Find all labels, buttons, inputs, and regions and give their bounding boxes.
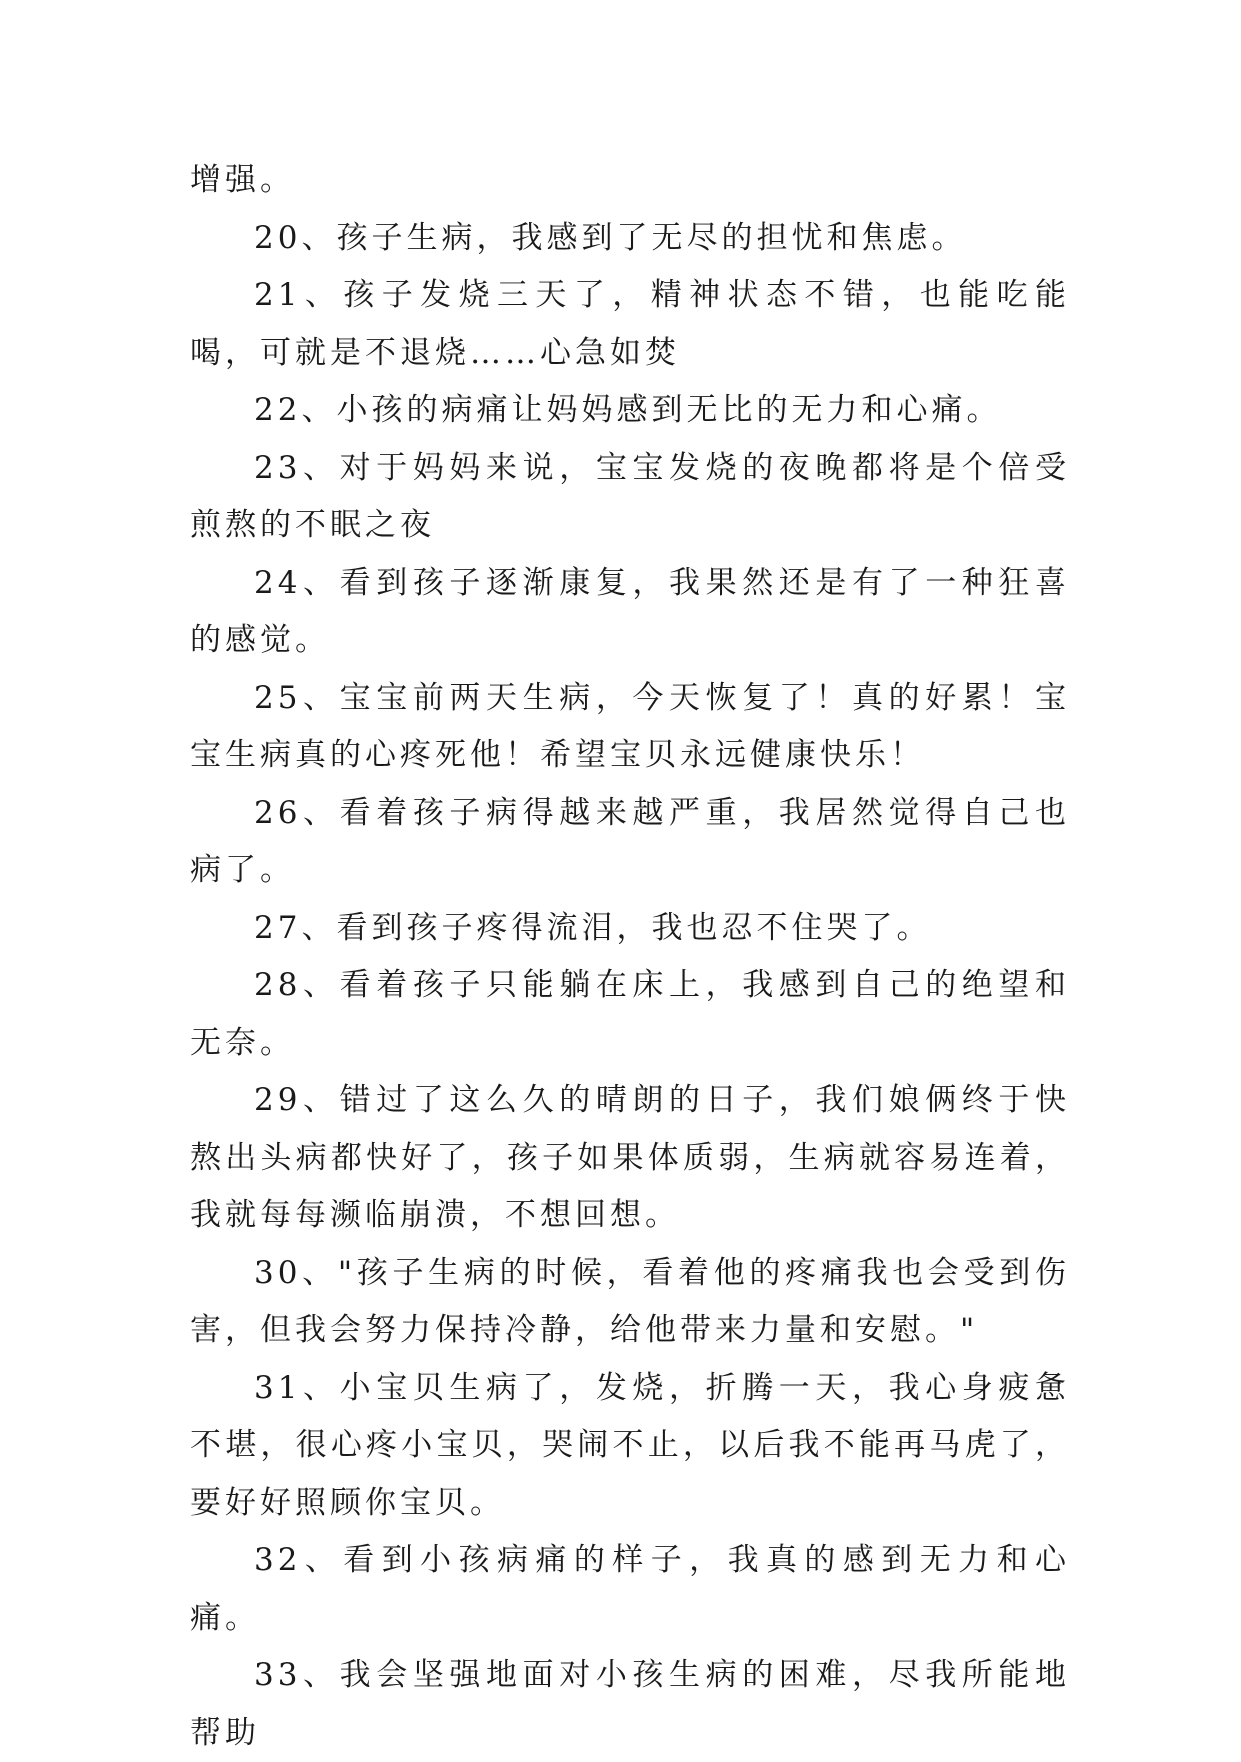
paragraph: 23、对于妈妈来说，宝宝发烧的夜晚都将是个倍受煎熬的不眠之夜 <box>190 449 1070 543</box>
paragraph: 24、看到孩子逐渐康复，我果然还是有了一种狂喜的感觉。 <box>190 564 1070 658</box>
paragraph: 增强。 <box>190 162 295 198</box>
paragraph: 21、孩子发烧三天了，精神状态不错，也能吃能喝，可就是不退烧……心急如焚 <box>190 277 1070 371</box>
paragraph: 20、孩子生病，我感到了无尽的担忧和焦虑。 <box>254 219 967 256</box>
paragraph: 25、宝宝前两天生病，今天恢复了！真的好累！宝宝生病真的心疼死他！希望宝贝永远健康快乐！ <box>190 679 1070 773</box>
paragraph: 32、看到小孩病痛的样子，我真的感到无力和心痛。 <box>190 1542 1070 1636</box>
paragraph: 30、"孩子生病的时候，看着他的疼痛我也会受到伤害，但我会努力保持冷静，给他带来力量和安慰。" <box>190 1254 1070 1348</box>
paragraph: 31、小宝贝生病了，发烧，折腾一天，我心身疲惫不堪，很心疼小宝贝，哭闹不止，以后我不能再马虎了，要好好照顾你宝贝。 <box>190 1369 1070 1521</box>
document-body <box>190 152 1070 1762</box>
paragraph: 28、看着孩子只能躺在床上，我感到自己的绝望和无奈。 <box>190 967 1070 1061</box>
paragraph: 26、看着孩子病得越来越严重，我居然觉得自己也病了。 <box>190 794 1070 888</box>
paragraph: 27、看到孩子疼得流泪，我也忍不住哭了。 <box>254 909 932 946</box>
paragraph: 29、错过了这么久的晴朗的日子，我们娘俩终于快熬出头病都快好了，孩子如果体质弱，生病就容易连着，我就每每濒临崩溃，不想回想。 <box>190 1082 1070 1233</box>
paragraph: 33、我会坚强地面对小孩生病的困难，尽我所能地帮助 <box>190 1657 1070 1751</box>
paragraph: 22、小孩的病痛让妈妈感到无比的无力和心痛。 <box>254 392 1002 428</box>
